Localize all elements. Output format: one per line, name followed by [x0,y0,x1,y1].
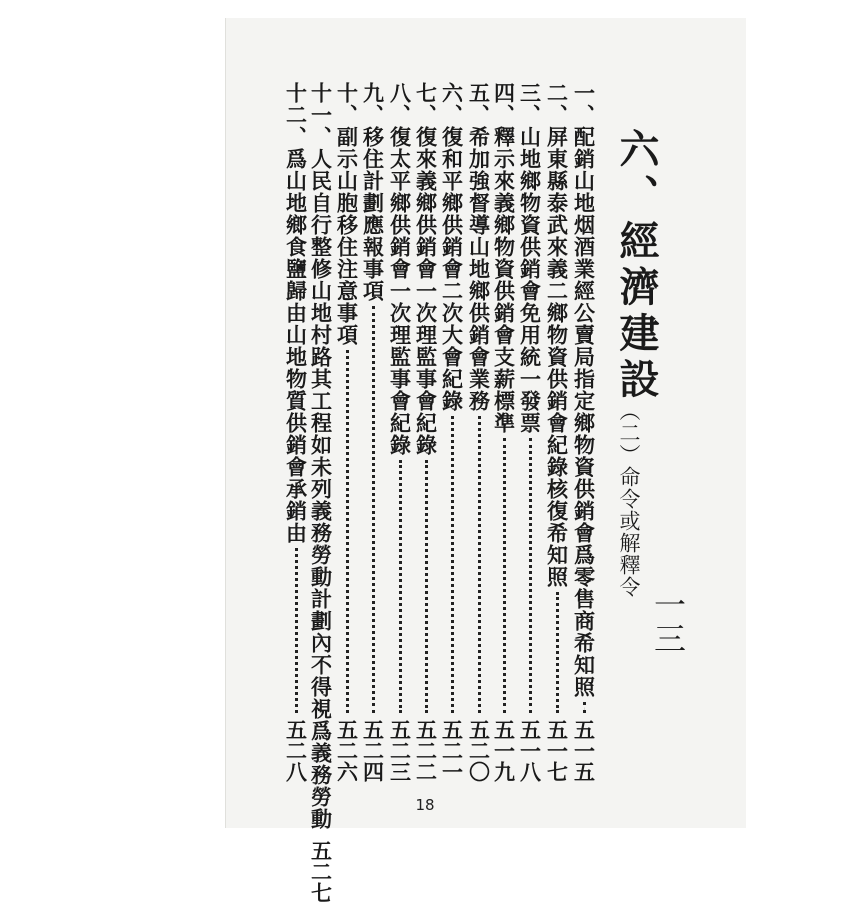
entry-number: 三、 [517,82,543,126]
toc-entry [333,82,361,782]
entry-title: 復太平鄉供銷會一次理監事會紀錄 [387,126,413,456]
entry-number: 五、 [466,82,492,126]
entry-title: 山地鄉物資供銷會免用統一發票 [517,126,543,434]
entry-number: 八、 [387,82,413,126]
section-title: 六、經濟建設 [613,128,660,404]
entry-page: 五二七 [308,840,334,903]
entry-page: 五一九 [491,719,517,782]
entry-page: 五二八 [283,719,309,782]
chapter-page-number: 一三 [649,588,687,656]
toc-entry [307,82,335,903]
dot-leader [425,460,428,713]
dot-leader [503,438,506,713]
entry-page: 五二一 [439,719,465,782]
toc-entry [543,82,571,782]
entry-title: 復來義鄉供銷會一次理監事會紀錄 [413,126,439,456]
page-number: 18 [415,796,435,814]
entry-title: 希加強督導山地鄉供銷會業務 [466,126,492,412]
entry-number: 一、 [571,82,597,126]
toc-entry [570,82,598,782]
section-subtitle: （二）命令或解釋令 [617,400,641,598]
toc-entry [516,82,544,782]
dot-leader [529,438,532,713]
toc-entry [465,82,493,782]
entry-number: 六、 [439,82,465,126]
dot-leader [295,548,298,713]
toc-entry [490,82,518,782]
toc-entry [359,82,387,782]
entry-title: 移住計劃應報事項 [360,126,386,302]
entry-page: 五一五 [571,719,597,782]
entry-page: 五一八 [517,719,543,782]
entry-number: 十一、 [308,82,334,148]
entry-number: 七、 [413,82,439,126]
dot-leader [583,702,586,713]
entry-title: 釋示來義鄉物資供銷會支薪標準 [491,126,517,434]
entry-number: 二、 [544,82,570,126]
dot-leader [556,592,559,713]
dot-leader [399,460,402,713]
dot-leader [372,306,375,713]
entry-number: 四、 [491,82,517,126]
entry-title: 人民自行整修山地村路其工程如未列義務勞動計劃內不得視爲義務勞動 [308,148,334,830]
toc-entry [438,82,466,782]
entry-number: 十、 [334,82,360,126]
toc-entry [386,82,414,782]
entry-title: 副示山胞移住注意事項 [334,126,360,346]
entry-title: 復和平鄉供銷會二次大會紀錄 [439,126,465,412]
dot-leader [451,416,454,713]
dot-leader [346,350,349,713]
dot-leader [478,416,481,713]
entry-title: 爲山地鄉食鹽歸由山地物質供銷會承銷由 [283,148,309,544]
entry-page: 五二六 [334,719,360,782]
entry-title: 配銷山地烟酒業經公賣局指定鄉物資供銷會爲零售商希知照 [571,126,597,698]
entry-page: 五二三 [387,719,413,782]
entry-title: 屏東縣泰武來義二鄉物資供銷會紀錄核復希知照 [544,126,570,588]
entry-number: 十二、 [283,82,309,148]
entry-page: 五二四 [360,719,386,782]
entry-page: 五二二 [413,719,439,782]
entry-page: 五一七 [544,719,570,782]
entry-number: 九、 [360,82,386,126]
toc-entry [412,82,440,782]
toc-entry [282,82,310,782]
entry-page: 五二〇 [466,719,492,782]
